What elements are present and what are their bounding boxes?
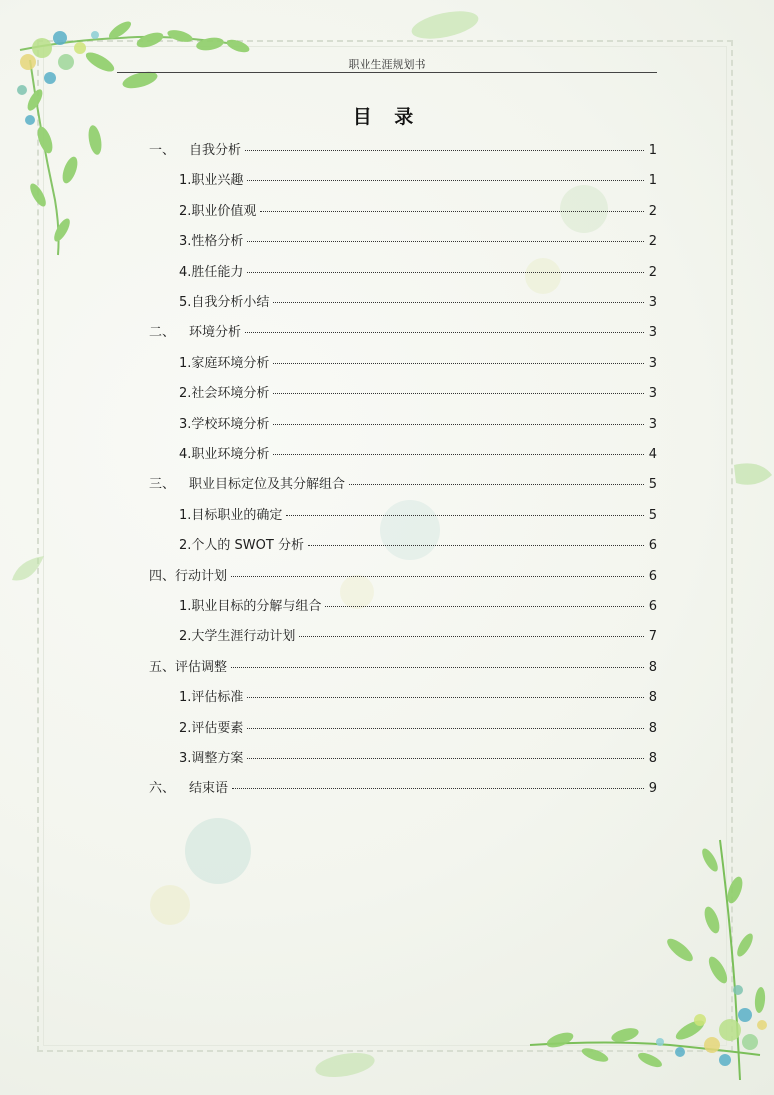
toc-page-number: 3 bbox=[648, 295, 657, 310]
toc-page-number: 9 bbox=[648, 781, 657, 797]
toc-page-number: 8 bbox=[648, 720, 657, 736]
toc-entry[interactable] bbox=[149, 659, 657, 677]
toc-page-number: 6 bbox=[648, 568, 657, 584]
toc-entry[interactable] bbox=[149, 142, 657, 160]
toc-entry[interactable] bbox=[179, 598, 657, 616]
toc-page-number: 2 bbox=[648, 203, 657, 219]
toc-entry[interactable] bbox=[149, 568, 657, 586]
toc-page-number: 2 bbox=[648, 264, 657, 280]
toc-dot-leader bbox=[325, 606, 644, 607]
toc-page-number: 1 bbox=[648, 143, 657, 158]
toc-page-number: 3 bbox=[648, 355, 657, 371]
toc-entry[interactable] bbox=[179, 203, 657, 221]
toc-dot-leader bbox=[273, 393, 644, 394]
toc-entry-label: 4.职业环境分析 bbox=[179, 447, 270, 462]
toc-entry[interactable] bbox=[149, 476, 657, 494]
toc-entry[interactable] bbox=[149, 324, 657, 342]
toc-dot-leader bbox=[231, 576, 644, 577]
header-rule bbox=[117, 72, 657, 73]
toc-dot-leader bbox=[273, 302, 644, 303]
toc-entry-label: 结束语 bbox=[189, 781, 229, 797]
toc-entry-label: 4.胜任能力 bbox=[179, 264, 244, 280]
toc-entry-label: 3.学校环境分析 bbox=[179, 416, 270, 432]
toc-entry-label: 2.大学生涯行动计划 bbox=[179, 629, 296, 645]
toc-page-number: 8 bbox=[648, 690, 657, 706]
toc-dot-leader bbox=[260, 211, 644, 212]
toc-entry-number: 二、 bbox=[149, 325, 176, 341]
toc-dot-leader bbox=[247, 241, 644, 242]
toc-entry[interactable] bbox=[179, 355, 657, 373]
floral-leaves-icon bbox=[500, 830, 774, 1095]
toc-entry[interactable] bbox=[149, 780, 657, 798]
toc-entry[interactable] bbox=[179, 172, 657, 190]
toc-entry[interactable] bbox=[179, 628, 657, 646]
leaf-icon bbox=[310, 1045, 380, 1085]
toc-dot-leader bbox=[247, 272, 644, 273]
toc-entry-label: 2.评估要素 bbox=[179, 720, 244, 736]
toc-entry-label: 五、评估调整 bbox=[149, 659, 228, 675]
toc-dot-leader bbox=[232, 788, 644, 789]
toc-page-number: 5 bbox=[648, 477, 657, 493]
toc-entry-number: 一、 bbox=[149, 143, 176, 158]
toc-page-number: 6 bbox=[648, 538, 657, 554]
toc-dot-leader bbox=[245, 332, 644, 333]
toc-entry-number: 三、 bbox=[149, 477, 176, 493]
toc-dot-leader bbox=[245, 150, 644, 151]
toc-entry-label: 1.目标职业的确定 bbox=[179, 507, 283, 523]
toc-page-number: 3 bbox=[648, 416, 657, 432]
toc-dot-leader bbox=[247, 728, 644, 729]
toc-entry-label: 5.自我分析小结 bbox=[179, 295, 270, 310]
floral-leaves-icon bbox=[0, 0, 260, 270]
toc-entry-label: 2.个人的 SWOT 分析 bbox=[179, 538, 304, 554]
toc-dot-leader bbox=[273, 454, 644, 455]
toc-page-number: 6 bbox=[648, 599, 657, 614]
toc-entry-label: 1.职业兴趣 bbox=[179, 173, 244, 189]
toc-entry-label: 1.家庭环境分析 bbox=[179, 355, 270, 371]
toc-dot-leader bbox=[286, 515, 644, 516]
toc-entry[interactable] bbox=[179, 446, 657, 464]
toc-page-number: 4 bbox=[648, 447, 657, 462]
toc-dot-leader bbox=[349, 484, 644, 485]
watercolor-blob bbox=[150, 885, 190, 925]
toc-dot-leader bbox=[247, 180, 644, 181]
toc-entry-label: 3.性格分析 bbox=[179, 234, 244, 250]
leaf-icon bbox=[405, 5, 485, 45]
toc-dot-leader bbox=[273, 424, 644, 425]
leaf-icon bbox=[8, 550, 48, 590]
toc-entry-label: 3.调整方案 bbox=[179, 751, 244, 766]
toc-dot-leader bbox=[231, 667, 644, 668]
toc-entry[interactable] bbox=[179, 416, 657, 434]
toc-dot-leader bbox=[308, 545, 644, 546]
toc-entry[interactable] bbox=[179, 294, 657, 312]
toc-page-number: 3 bbox=[648, 386, 657, 402]
toc-page-number: 7 bbox=[648, 629, 657, 645]
toc-entry-label: 环境分析 bbox=[189, 325, 242, 341]
toc-entry-number: 六、 bbox=[149, 781, 176, 797]
watercolor-blob bbox=[185, 818, 251, 884]
toc-entry[interactable] bbox=[179, 507, 657, 525]
toc-entry-label: 四、行动计划 bbox=[149, 568, 228, 584]
toc-entry[interactable] bbox=[179, 750, 657, 768]
toc-entry[interactable] bbox=[179, 537, 657, 555]
toc-page-number: 1 bbox=[648, 173, 657, 189]
running-header: 职业生涯规划书 bbox=[348, 58, 426, 71]
toc-dot-leader bbox=[273, 363, 644, 364]
toc-page-number: 8 bbox=[648, 659, 657, 675]
toc-title: 目 录 bbox=[352, 106, 422, 128]
toc-entry[interactable] bbox=[179, 264, 657, 282]
toc-entry-label: 2.社会环境分析 bbox=[179, 386, 270, 402]
toc-dot-leader bbox=[299, 636, 644, 637]
toc-page-number: 2 bbox=[648, 234, 657, 250]
toc-entry-label: 职业目标定位及其分解组合 bbox=[189, 477, 346, 493]
toc-page-number: 8 bbox=[648, 751, 657, 766]
leaf-icon bbox=[730, 455, 774, 495]
toc-dot-leader bbox=[247, 697, 644, 698]
toc-entry[interactable] bbox=[179, 720, 657, 738]
toc-entry-label: 2.职业价值观 bbox=[179, 203, 257, 219]
toc-page-number: 3 bbox=[648, 325, 657, 341]
toc-entry[interactable] bbox=[179, 385, 657, 403]
toc-entry[interactable] bbox=[179, 689, 657, 707]
toc-entry-label: 1.评估标准 bbox=[179, 690, 244, 706]
toc-entry-label: 自我分析 bbox=[189, 143, 242, 158]
toc-page-number: 5 bbox=[648, 507, 657, 523]
toc-entry-label: 1.职业目标的分解与组合 bbox=[179, 599, 322, 614]
toc-dot-leader bbox=[247, 758, 644, 759]
toc-entry[interactable] bbox=[179, 233, 657, 251]
